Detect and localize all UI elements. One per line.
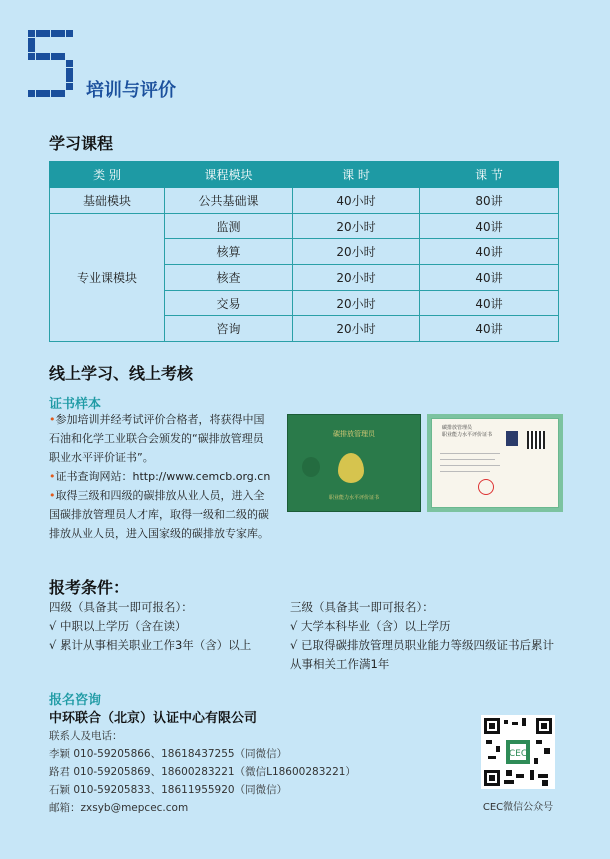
pixel-block bbox=[58, 53, 65, 60]
contact-label: 联系人及电话： bbox=[49, 730, 123, 742]
company-name: 中环联合（北京）认证中心有限公司 bbox=[49, 711, 258, 726]
pixel-block bbox=[58, 30, 65, 37]
contact-item: 路君 010-59205869、18600283221（微信L18600283221） bbox=[49, 766, 356, 778]
cell-module: 公共基础课 bbox=[165, 188, 293, 214]
course-table bbox=[49, 161, 559, 342]
pixel-block bbox=[43, 53, 50, 60]
cell-category: 基础模块 bbox=[50, 188, 165, 214]
contact-list bbox=[49, 727, 449, 817]
pixel-block bbox=[66, 75, 73, 82]
col-module: 课程模块 bbox=[165, 162, 293, 188]
pixel-block bbox=[36, 30, 43, 37]
pixel-block bbox=[28, 45, 35, 52]
cell-module: 监测 bbox=[165, 213, 293, 239]
cell-module: 核查 bbox=[165, 265, 293, 291]
contact-email: 邮箱：zxsyb@mepcec.com bbox=[49, 802, 189, 814]
pixel-block bbox=[51, 90, 58, 97]
level4-item: √ 中职以上学历（含在读） bbox=[49, 619, 187, 633]
cell-hours: 40小时 bbox=[293, 188, 420, 214]
cert-description: •参加培训并经考试评价合格者，将获得中国 石油和化学工业联合会颁发的“碳排放管理员 职业水平评价证书”。 •证书查询网站：http://www.cemcb.org.cn •取得三级和四级的碳排放从业人员，进入全 国碳排放管理员人才库，取得一级和二级的碳 排放从业人员，进入国家级的碳排放专家库。 bbox=[49, 410, 284, 543]
pixel-block bbox=[43, 30, 50, 37]
cell-hours: 20小时 bbox=[293, 290, 420, 316]
online-heading: 线上学习、线上考核 bbox=[49, 364, 194, 383]
wechat-qr-code-icon bbox=[481, 715, 555, 789]
pixel-block bbox=[28, 38, 35, 45]
pixel-block bbox=[51, 30, 58, 37]
cell-lessons: 80讲 bbox=[420, 188, 559, 214]
cert-inner-title: 碳排放管理员 职业能力水平评价证书 bbox=[442, 425, 493, 438]
cell-lessons: 40讲 bbox=[420, 239, 559, 265]
cell-lessons: 40讲 bbox=[420, 290, 559, 316]
cell-category: 专业课模块 bbox=[50, 213, 165, 341]
cell-hours: 20小时 bbox=[293, 316, 420, 342]
pixel-block bbox=[66, 60, 73, 67]
cell-module: 咨询 bbox=[165, 316, 293, 342]
cell-hours: 20小时 bbox=[293, 265, 420, 291]
certificate-inner-image bbox=[427, 414, 563, 512]
pixel-block bbox=[58, 90, 65, 97]
level3-conditions bbox=[290, 598, 570, 674]
qr-caption: CEC微信公众号 bbox=[482, 802, 554, 813]
contact-item: 石颖 010-59205833、18611955920（同微信） bbox=[49, 784, 288, 796]
pixel-block bbox=[66, 83, 73, 90]
pixel-block bbox=[36, 53, 43, 60]
cell-lessons: 40讲 bbox=[420, 213, 559, 239]
level4-title: 四级（具备其一即可报名）： bbox=[49, 600, 193, 614]
cert-paragraph-2: •证书查询网站：http://www.cemcb.org.cn bbox=[49, 470, 271, 483]
photo-icon bbox=[506, 431, 518, 446]
bullet-icon: • bbox=[49, 413, 56, 426]
cell-lessons: 40讲 bbox=[420, 316, 559, 342]
table-header-row bbox=[50, 162, 559, 188]
level3-item: 从事相关工作满1年 bbox=[290, 657, 390, 671]
bullet-icon: • bbox=[49, 489, 56, 502]
level3-title: 三级（具备其一即可报名）： bbox=[290, 600, 434, 614]
pixel-block bbox=[43, 90, 50, 97]
cert-cover-subtitle: 职业能力水平评价证书 bbox=[328, 495, 379, 501]
text-line bbox=[440, 453, 500, 454]
conditions-heading: 报考条件： bbox=[49, 578, 130, 597]
section-title: 培训与评价 bbox=[86, 80, 176, 101]
leaf-emblem-icon bbox=[302, 457, 320, 477]
cert-paragraph-3: •取得三级和四级的碳排放从业人员，进入全 bbox=[49, 489, 265, 502]
level4-conditions bbox=[49, 598, 279, 655]
cell-module: 交易 bbox=[165, 290, 293, 316]
cert-paragraph-1: •参加培训并经考试评价合格者，将获得中国 bbox=[49, 413, 265, 426]
level3-item: √ 已取得碳排放管理员职业能力等级四级证书后累计 bbox=[290, 638, 554, 652]
pixel-block bbox=[51, 53, 58, 60]
text-line bbox=[440, 471, 490, 472]
table-row bbox=[50, 213, 559, 239]
cell-hours: 20小时 bbox=[293, 213, 420, 239]
cert-cover-title: 碳排放管理员 bbox=[333, 430, 375, 438]
pixel-block bbox=[28, 90, 35, 97]
col-hours: 课 时 bbox=[293, 162, 420, 188]
seal-icon bbox=[478, 479, 494, 495]
level4-item: √ 累计从事相关职业工作3年（含）以上 bbox=[49, 638, 252, 652]
cert-heading: 证书样本 bbox=[49, 397, 102, 412]
text-line bbox=[440, 459, 495, 460]
pixel-block bbox=[28, 53, 35, 60]
col-category: 类 别 bbox=[50, 162, 165, 188]
consult-heading: 报名咨询 bbox=[49, 693, 102, 708]
svg-text:CEC: CEC bbox=[508, 749, 528, 759]
contact-item: 李颖 010-59205866、18618437255（同微信） bbox=[49, 748, 288, 760]
pixel-block bbox=[28, 30, 35, 37]
cell-lessons: 40讲 bbox=[420, 265, 559, 291]
col-lessons: 课 节 bbox=[420, 162, 559, 188]
certificate-cover-image bbox=[287, 414, 421, 512]
pixel-block bbox=[66, 30, 73, 37]
table-row bbox=[50, 188, 559, 214]
pixel-block bbox=[36, 90, 43, 97]
cell-module: 核算 bbox=[165, 239, 293, 265]
bullet-icon: • bbox=[49, 470, 56, 483]
text-line bbox=[440, 465, 500, 466]
pixel-block bbox=[66, 68, 73, 75]
course-heading: 学习课程 bbox=[49, 134, 114, 153]
cell-hours: 20小时 bbox=[293, 239, 420, 265]
leaf-logo-icon bbox=[338, 453, 364, 483]
qr-code-icon bbox=[527, 431, 545, 449]
level3-item: √ 大学本科毕业（含）以上学历 bbox=[290, 619, 451, 633]
section-number-5 bbox=[28, 30, 72, 98]
